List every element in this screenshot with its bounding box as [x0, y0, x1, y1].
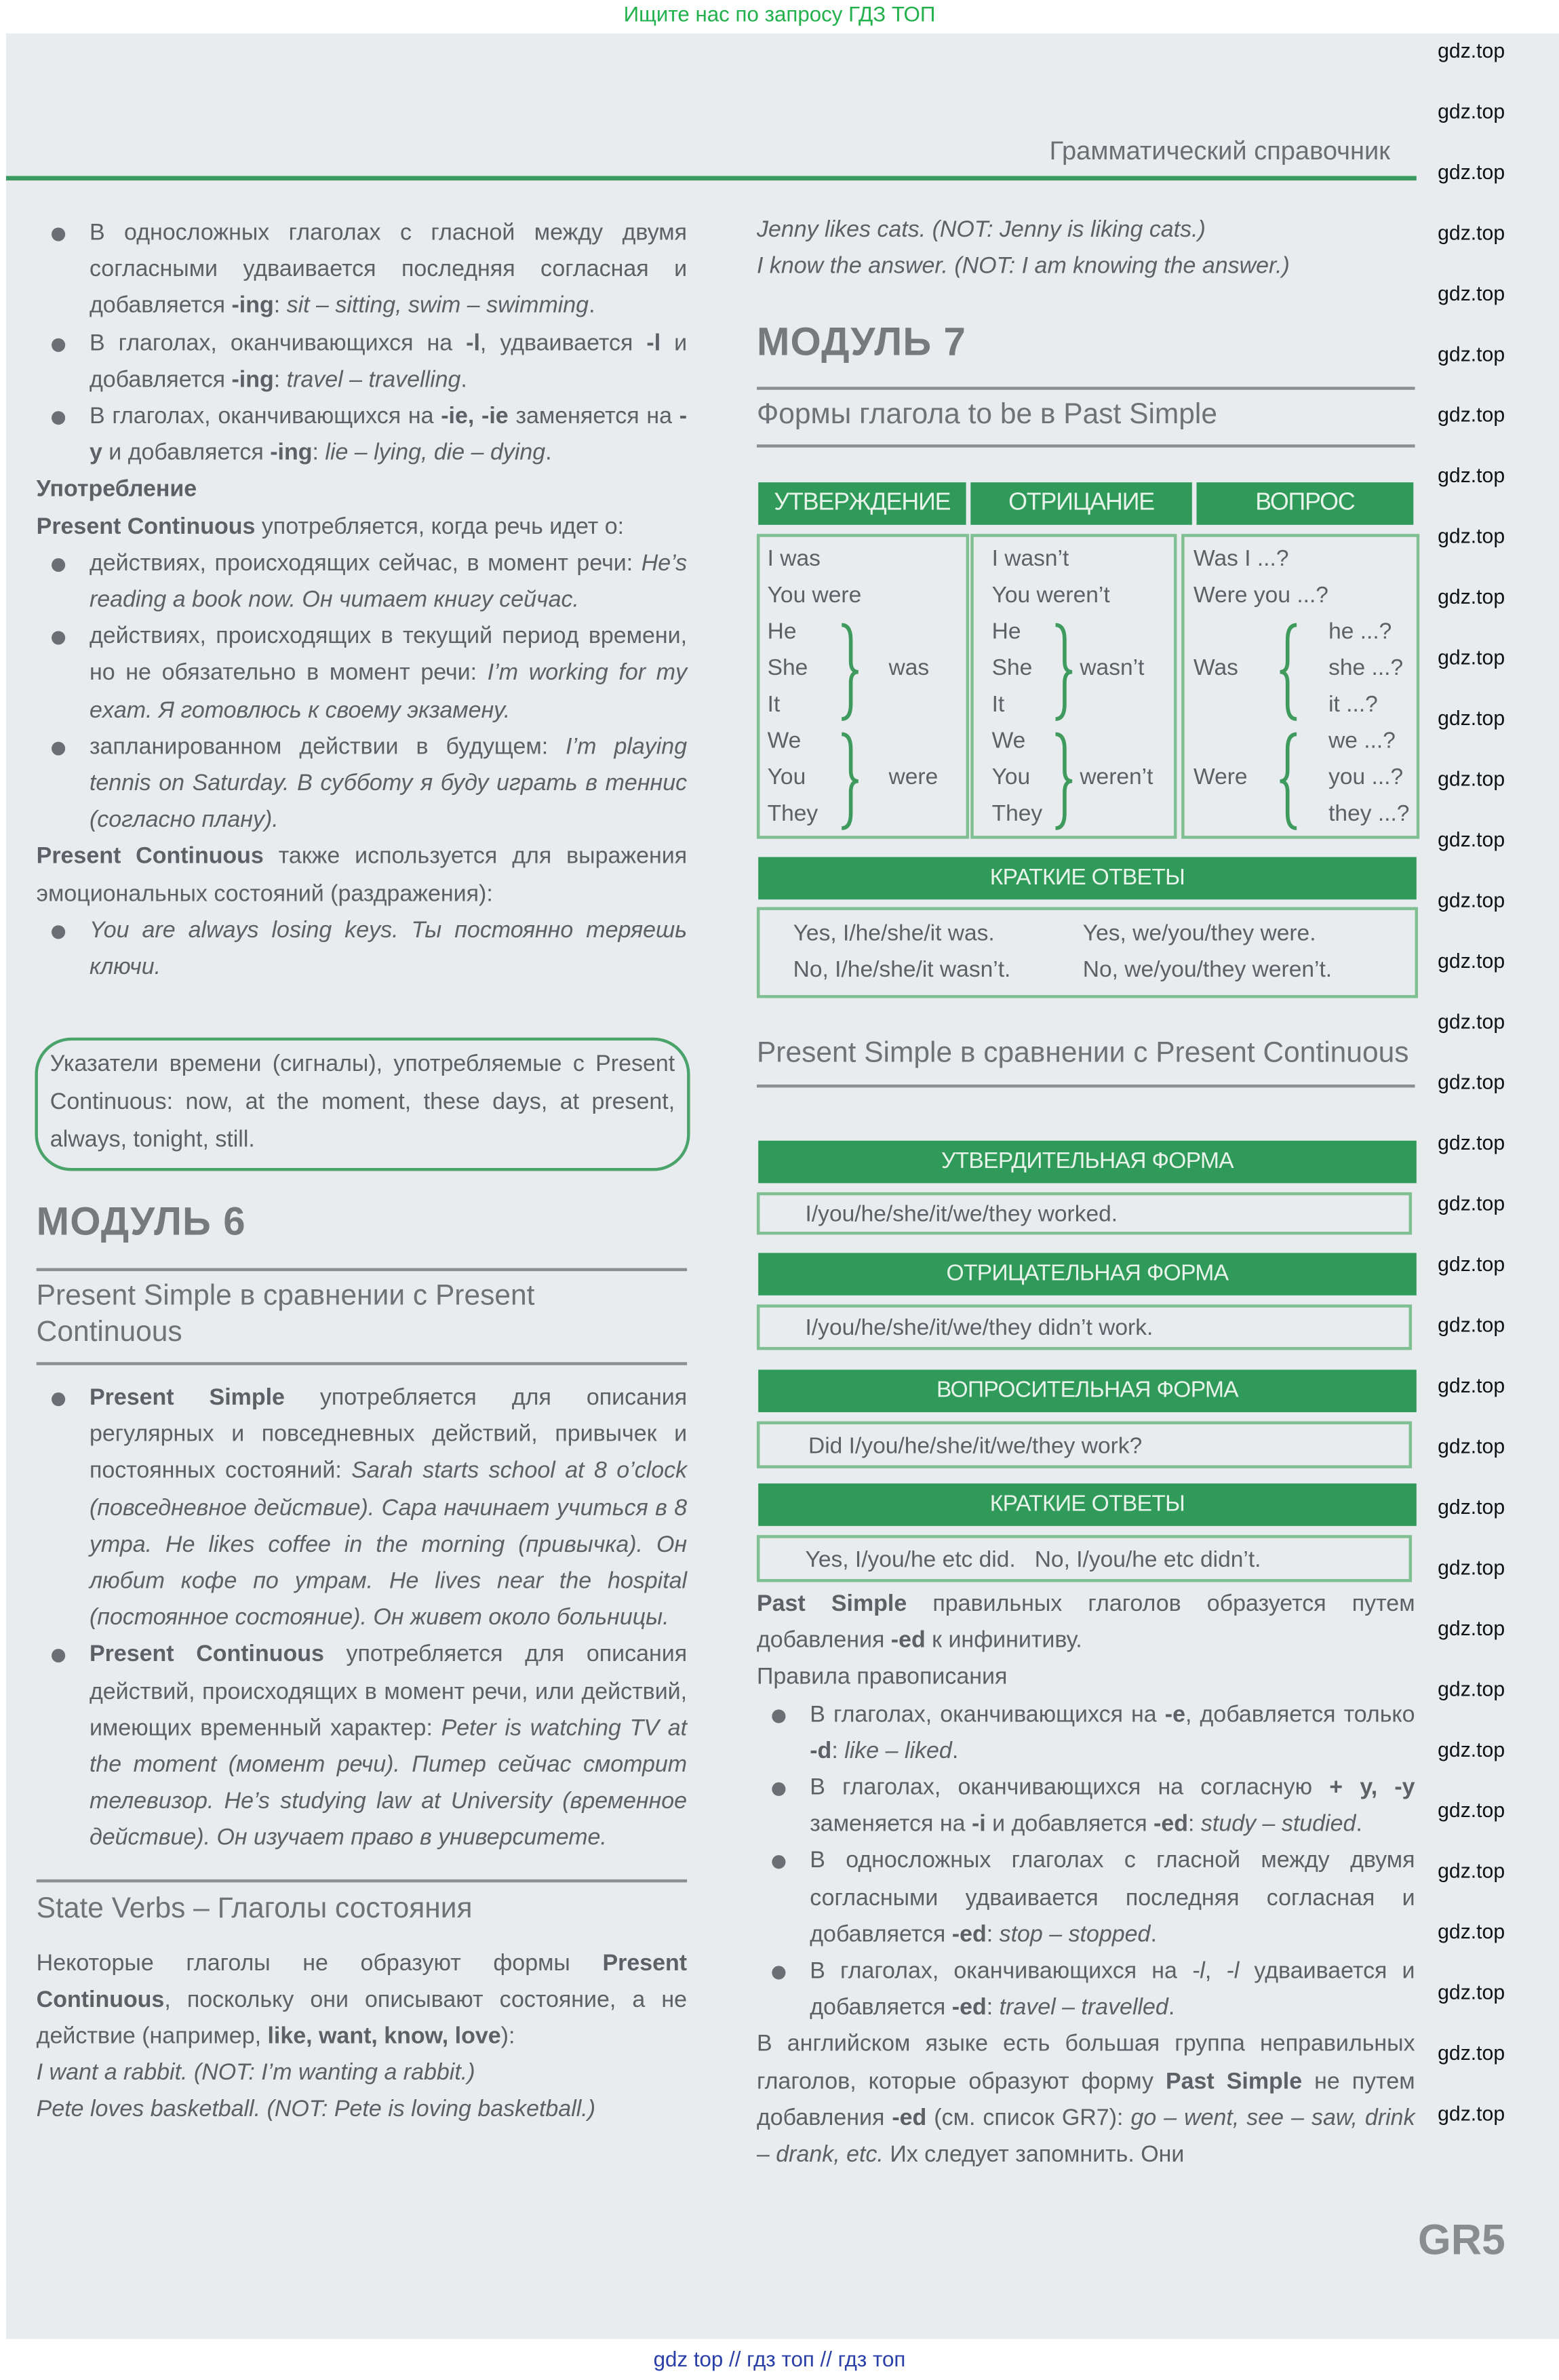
cell: weren’t — [1080, 764, 1153, 791]
italic-text: You are always losing keys. Ты постоянно теряешь ключи. — [89, 917, 688, 980]
header-rule — [6, 176, 1417, 180]
watermark: gdz.top — [1438, 767, 1505, 791]
watermark: gdz.top — [1438, 949, 1505, 973]
text: запланированном действии в будущем: — [89, 734, 566, 760]
italic-text: I want a rabbit. (NOT: I’m wanting a rabbit.) — [36, 2060, 475, 2086]
bold-text: Употребление — [36, 477, 197, 503]
italic-text: study – studied — [1200, 1811, 1356, 1837]
watermark: gdz.top — [1438, 1617, 1505, 1640]
text: . — [1150, 1921, 1157, 1948]
watermark: gdz.top — [1438, 707, 1505, 730]
bullet-item — [37, 1380, 687, 1637]
cell: were — [888, 764, 939, 791]
paragraph — [37, 2056, 687, 2092]
italic-text: -l — [1191, 1958, 1205, 1985]
italic-text: He’s reading a book now. Он читает книгу сейчас. — [89, 550, 688, 613]
divider — [37, 1362, 687, 1365]
brace-right-icon — [1052, 622, 1073, 722]
cell: Was — [1193, 655, 1238, 682]
paragraph — [37, 840, 687, 913]
text: : — [273, 366, 287, 393]
text: Некоторые глаголы не образуют формы — [36, 1950, 603, 1976]
table-col-negative — [970, 534, 1177, 839]
bullet-item — [757, 1954, 1415, 2027]
text: , добавляется только — [1185, 1701, 1415, 1728]
cell: I wasn’t — [991, 546, 1069, 572]
text: заменяется на — [810, 1811, 972, 1837]
short-answers-box — [757, 907, 1418, 998]
italic-text: Pete loves basketball. (NOT: Pete is loving basketball.) — [36, 2096, 596, 2123]
divider — [757, 445, 1415, 448]
text: , — [1204, 1958, 1227, 1985]
paragraph — [757, 212, 1415, 249]
text: (см. список GR7): — [926, 2105, 1131, 2131]
form-title: ОТРИЦАТЕЛЬНАЯ ФОРМА — [758, 1253, 1417, 1295]
brace-right-icon — [1052, 731, 1073, 832]
cell: was — [888, 655, 930, 682]
page-number: GR5 — [1418, 2216, 1505, 2263]
form-box: Yes, I/you/he etc did. No, I/you/he etc didn’t. — [757, 1535, 1412, 1582]
watermark: gdz.top — [1438, 1131, 1505, 1154]
cell: we ...? — [1328, 728, 1396, 754]
paragraph — [757, 1660, 1415, 1697]
italic-text: I’m playing tennis on Saturday. В субботу я буду играть в теннис (согласно плану). — [89, 734, 688, 834]
bold-text: like, want, know, love — [267, 2023, 501, 2050]
short-answers-title: КРАТКИЕ ОТВЕТЫ — [758, 857, 1417, 900]
brace-right-icon — [839, 622, 860, 722]
watermark: gdz.top — [1438, 524, 1505, 548]
bold-text: -ed — [890, 1628, 926, 1654]
answer: No, I/he/she/it wasn’t. — [793, 957, 1011, 983]
watermark: gdz.top — [1438, 1253, 1505, 1276]
form-box: Did I/you/he/she/it/we/they work? — [757, 1422, 1412, 1468]
bold-text: -ing — [231, 293, 274, 319]
italic-text: I’m working for my exam. — [89, 660, 688, 723]
bold-text: -l — [466, 330, 480, 356]
bold-text: Present Continuous — [36, 844, 264, 870]
text: В глаголах, оканчивающихся на согласную — [810, 1774, 1330, 1801]
text: В глаголах, оканчивающихся на — [89, 403, 441, 429]
watermark: gdz.top — [1438, 343, 1505, 366]
watermark: gdz.top — [1438, 1738, 1505, 1761]
watermark: gdz.top — [1438, 1981, 1505, 2004]
watermark: gdz.top — [1438, 1677, 1505, 1701]
top-banner[interactable]: Ищите нас по запросу ГДЗ ТОП — [623, 1, 936, 26]
text: . — [460, 366, 467, 393]
cell: You — [767, 764, 806, 791]
text: Формы глагола to be в Past Simple — [756, 399, 1217, 432]
text: ): — [500, 2023, 515, 2050]
watermark: gdz.top — [1438, 1192, 1505, 1215]
text: действиях, происходящих сейчас, в момент речи: — [89, 550, 642, 577]
watermark: gdz.top — [1438, 2102, 1505, 2126]
bullet-item — [757, 1843, 1415, 1953]
bold-text: -e — [1164, 1701, 1185, 1728]
text: В английском языке есть большая группа неправильных глаголов, которые образуют форму — [756, 2031, 1415, 2094]
italic-text: -l — [1226, 1958, 1240, 1985]
table-header-question: ВОПРОС — [1197, 482, 1414, 525]
watermark: gdz.top — [1438, 1070, 1505, 1094]
form-title: КРАТКИЕ ОТВЕТЫ — [758, 1483, 1417, 1526]
watermark: gdz.top — [1438, 464, 1505, 487]
italic-text: I know the answer. (NOT: I am knowing the answer.) — [756, 253, 1290, 279]
cell: wasn’t — [1080, 655, 1145, 682]
section-heading — [757, 1036, 1415, 1072]
watermark: gdz.top — [1438, 100, 1505, 123]
cell: you ...? — [1328, 764, 1404, 791]
cell: They — [767, 800, 818, 827]
table-col-question — [1181, 534, 1419, 839]
text: . — [951, 1738, 959, 1764]
watermark: gdz.top — [1438, 1010, 1505, 1033]
form-title: УТВЕРДИТЕЛЬНАЯ ФОРМА — [758, 1141, 1417, 1184]
bold-text: Present Continuous — [89, 1641, 324, 1668]
cell: She — [991, 655, 1033, 682]
cell: He — [767, 619, 797, 645]
bold-text: Past Simple — [1165, 2068, 1303, 2094]
bullet-item — [37, 399, 687, 472]
bold-text: -l — [646, 330, 661, 356]
bullet-item — [37, 913, 687, 986]
bold-text: -d — [810, 1738, 832, 1764]
cell: He — [991, 619, 1021, 645]
text: : — [312, 440, 325, 467]
watermark: gdz.top — [1438, 1859, 1505, 1883]
form-title: ВОПРОСИТЕЛЬНАЯ ФОРМА — [758, 1369, 1417, 1412]
text: к инфинитиву. — [925, 1628, 1082, 1654]
text: State Verbs – Глаголы состояния — [36, 1892, 473, 1925]
italic-text: lie – lying, die – dying — [325, 440, 546, 467]
cell: They — [991, 800, 1043, 827]
text: также используется для выражения эмоциональных состояний (раздражения): — [36, 844, 688, 907]
right-column-top — [757, 212, 1415, 448]
text: В односложных глаголах с гласной между двумя согласными удваивается последняя согласная и добавляется — [89, 220, 688, 319]
brace-left-icon — [1278, 622, 1299, 722]
divider — [757, 1085, 1415, 1087]
text: В глаголах, оканчивающихся на — [810, 1701, 1165, 1728]
bold-text: -y — [89, 403, 688, 467]
text: и добавляется — [985, 1811, 1154, 1837]
bold-text: -ed — [892, 2105, 927, 2131]
text: МОДУЛЬ 7 — [756, 319, 967, 365]
watermark: gdz.top — [1438, 2042, 1505, 2065]
bold-text: -ed — [951, 1995, 987, 2021]
text: Present Simple в сравнении с Present Continuous — [756, 1037, 1409, 1070]
bold-text: -ing — [231, 366, 274, 393]
divider — [37, 1268, 687, 1271]
bold-text: -ie, -ie — [441, 403, 509, 429]
paragraph — [757, 1586, 1415, 1660]
module-heading — [757, 311, 1415, 372]
italic-text: like – liked — [844, 1738, 952, 1764]
watermark: gdz.top — [1438, 828, 1505, 851]
text: : — [986, 1995, 1000, 2021]
text: : — [273, 293, 287, 319]
right-column-middle — [757, 1036, 1415, 1087]
bullet-item — [37, 619, 687, 729]
watermark: gdz.top — [1438, 1313, 1505, 1337]
italic-text: travel – travelled — [999, 1995, 1168, 2021]
cell: She — [767, 655, 808, 682]
form-box: I/you/he/she/it/we/they worked. — [757, 1192, 1412, 1235]
text: МОДУЛЬ 6 — [36, 1198, 246, 1244]
cell: she ...? — [1328, 655, 1404, 682]
text: Правила правописания — [756, 1664, 1008, 1691]
right-column-bottom — [757, 1586, 1415, 2174]
table-col-affirmative — [757, 534, 969, 839]
italic-text: Sarah starts school at 8 o’clock (повседневное действие). Сара начинает учиться в 8 утра. He likes coffee in the morning (привычка). Он любит кофе по утрам. He lives near the hospital (постоянное состояние). Он живет около больницы. — [89, 1458, 688, 1631]
text: , удваивается — [479, 330, 647, 356]
text: В односложных глаголах с гласной между двумя согласными удваивается последняя согласная и добавляется — [810, 1848, 1415, 1948]
cell: You — [991, 764, 1031, 791]
cell: We — [991, 728, 1026, 754]
cell: We — [767, 728, 802, 754]
cell: Was I ...? — [1193, 546, 1289, 572]
table-header-affirmative: УТВЕРЖДЕНИЕ — [758, 482, 966, 525]
watermark: gdz.top — [1438, 1556, 1505, 1580]
italic-text: stop – stopped — [999, 1921, 1151, 1948]
text: употребляется, когда речь идет о: — [255, 513, 625, 540]
section-heading — [37, 1891, 687, 1928]
bullet-item — [37, 546, 687, 619]
text: . — [1356, 1811, 1362, 1837]
paragraph — [37, 472, 687, 509]
text: не путем добавления — [756, 2068, 1415, 2131]
form-box: I/you/he/she/it/we/they didn’t work. — [757, 1304, 1412, 1350]
text: : — [1188, 1811, 1201, 1837]
italic-text: Я готовлюсь к своему экзамену. — [158, 697, 511, 723]
italic-text: travel – travelling — [286, 366, 461, 393]
watermark: gdz.top — [1438, 1920, 1505, 1943]
text: . — [545, 440, 552, 467]
brace-right-icon — [839, 731, 860, 832]
answer: Yes, we/you/they were. — [1082, 920, 1316, 947]
text: Их следует запомнить. Они — [883, 2141, 1185, 2168]
watermark: gdz.top — [1438, 1799, 1505, 1822]
running-head: Грамматический справочник — [1049, 136, 1390, 165]
text: В глаголах, оканчивающихся на — [89, 330, 467, 356]
divider — [757, 387, 1415, 390]
bullet-item — [37, 326, 687, 399]
bold-text: -ed — [1153, 1811, 1189, 1837]
text: . — [589, 293, 595, 319]
table-header-negative: ОТРИЦАНИЕ — [970, 482, 1192, 525]
watermark: gdz.top — [1438, 585, 1505, 608]
bullet-item — [757, 1697, 1415, 1770]
cell: It — [991, 691, 1005, 718]
bold-text: + y, -y — [1329, 1774, 1415, 1801]
bullet-item — [37, 216, 687, 326]
text: и добавляется — [102, 440, 271, 467]
text: : — [986, 1921, 1000, 1948]
bold-text: Present Continuous — [36, 513, 256, 540]
cell: they ...? — [1328, 800, 1410, 827]
bullet-item — [37, 1637, 687, 1858]
cell: Were — [1193, 764, 1248, 791]
watermark: gdz.top — [1438, 281, 1505, 305]
section-heading — [37, 1279, 687, 1351]
answer: Yes, I/he/she/it was. — [793, 920, 995, 947]
paragraph — [757, 249, 1415, 286]
text: употребляется для описания действий, происходящих в момент речи, или действий, имеющих временный характер: — [89, 1641, 688, 1742]
cell: Were you ...? — [1193, 582, 1328, 608]
answer: No, we/you/they weren’t. — [1082, 957, 1333, 983]
bold-text: Present Simple — [89, 1384, 285, 1411]
text: : — [831, 1738, 845, 1764]
left-column-bottom — [37, 1191, 687, 2130]
text: правильных глаголов образуется путем добавления — [756, 1591, 1415, 1654]
bullet-item — [37, 729, 687, 839]
paragraph — [757, 2027, 1415, 2174]
watermark: gdz.top — [1438, 646, 1505, 669]
paragraph — [37, 1945, 687, 2055]
cell: it ...? — [1328, 691, 1378, 718]
cell: It — [767, 691, 781, 718]
text: , поскольку они описывают состояние, а не действие (например, — [36, 1987, 688, 2050]
bold-text: Past Simple — [756, 1591, 907, 1618]
paragraph — [37, 509, 687, 546]
watermark: gdz.top — [1438, 221, 1505, 245]
bold-text: -ed — [951, 1921, 987, 1948]
text: удваивается и добавляется — [810, 1958, 1415, 2021]
watermark: gdz.top — [1438, 403, 1505, 427]
bold-text: Present Continuous — [36, 1950, 688, 2013]
left-column-top — [37, 216, 687, 987]
text: . — [1168, 1995, 1175, 2021]
italic-text: go – went, see – saw, drink – drank, etc. — [756, 2105, 1415, 2168]
text: действиях, происходящих в текущий период времени, но не обязательно в момент речи: — [89, 623, 688, 686]
cell: You were — [767, 582, 862, 608]
cell: You weren’t — [991, 582, 1110, 608]
brace-left-icon — [1278, 731, 1299, 832]
cell: I was — [767, 546, 821, 572]
watermark: gdz.top — [1438, 1374, 1505, 1397]
watermark: gdz.top — [1438, 1496, 1505, 1519]
text: Present Simple в сравнении с Present Continuous — [36, 1280, 535, 1349]
signal-words-box: Указатели времени (сигналы), употребляемые с Present Continuous: now, at the moment, these days, at present, always, tonight, still. — [35, 1038, 690, 1171]
watermark: gdz.top — [1438, 161, 1505, 184]
section-heading — [757, 398, 1415, 435]
italic-text: sit – sitting, swim – swimming — [286, 293, 589, 319]
text: заменяется на — [508, 403, 679, 429]
watermark: gdz.top — [1438, 1435, 1505, 1458]
bold-text: -i — [971, 1811, 986, 1837]
text: и добавляется — [89, 330, 688, 393]
cell: he ...? — [1328, 619, 1392, 645]
italic-text: Peter is watching TV at the moment (момент речи). Питер сейчас смотрит телевизор. He’s studying law at University (временное действие). Он изучает право в университете. — [89, 1715, 688, 1852]
bold-text: -ing — [270, 440, 313, 467]
footer-links[interactable]: gdz top // гдз топ // гдз топ — [653, 2346, 906, 2371]
italic-text: Jenny likes cats. (NOT: Jenny is liking cats.) — [756, 216, 1206, 243]
module-heading — [37, 1191, 687, 1251]
bullet-item — [757, 1770, 1415, 1843]
divider — [37, 1879, 687, 1881]
text: В глаголах, оканчивающихся на — [810, 1958, 1192, 1985]
paragraph — [37, 2092, 687, 2129]
watermark: gdz.top — [1438, 39, 1505, 62]
text: употребляется для описания регулярных и повседневных действий, привычек и постоянных состояний: — [89, 1384, 688, 1485]
watermark: gdz.top — [1438, 889, 1505, 912]
